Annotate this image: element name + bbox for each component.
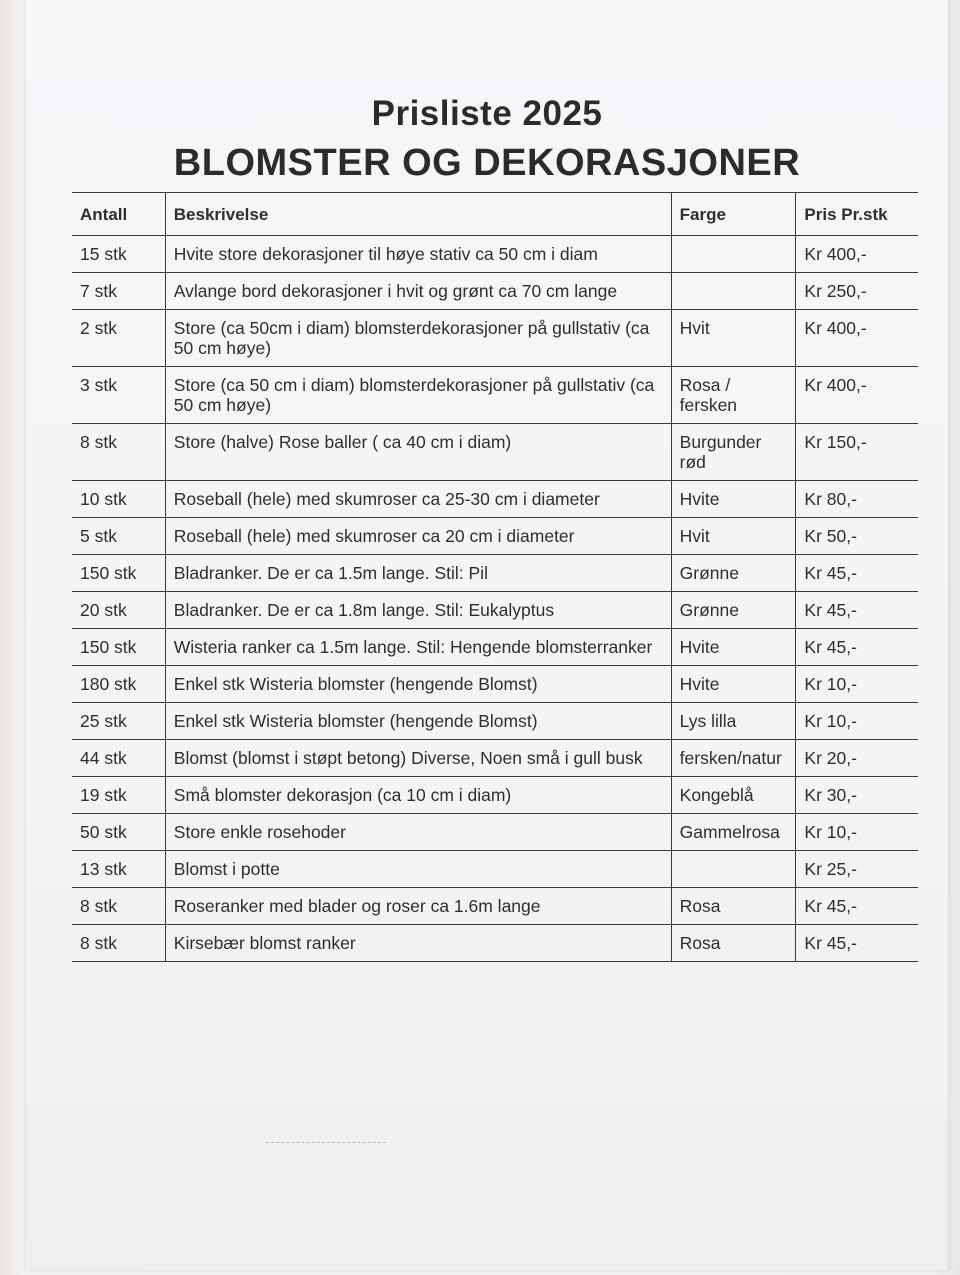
cell-farge: Hvite	[671, 629, 796, 666]
cell-beskrivelse: Bladranker. De er ca 1.8m lange. Stil: Eukalyptus	[165, 592, 671, 629]
cell-pris: Kr 50,-	[796, 518, 918, 555]
cell-farge: Hvite	[671, 666, 796, 703]
cell-beskrivelse: Store (halve) Rose baller ( ca 40 cm i diam)	[165, 424, 671, 481]
table-row	[72, 851, 918, 888]
cell-farge: Grønne	[671, 592, 796, 629]
table-row	[72, 629, 918, 666]
cell-antall: 13 stk	[72, 851, 165, 888]
cell-farge	[671, 236, 796, 273]
cell-antall: 3 stk	[72, 367, 165, 424]
column-header-farge: Farge	[671, 193, 796, 236]
cell-antall: 8 stk	[72, 888, 165, 925]
cell-beskrivelse: Roseball (hele) med skumroser ca 20 cm i diameter	[165, 518, 671, 555]
table-row	[72, 424, 918, 481]
price-list-sheet	[26, 0, 948, 1270]
cell-antall: 10 stk	[72, 481, 165, 518]
table-row	[72, 481, 918, 518]
table-row	[72, 592, 918, 629]
cell-pris: Kr 45,-	[796, 592, 918, 629]
cell-beskrivelse: Store (ca 50 cm i diam) blomsterdekorasjoner på gullstativ (ca 50 cm høye)	[165, 367, 671, 424]
cell-antall: 7 stk	[72, 273, 165, 310]
cell-pris: Kr 10,-	[796, 703, 918, 740]
table-header-row	[72, 193, 918, 236]
table-row	[72, 236, 918, 273]
cell-farge: Gammelrosa	[671, 814, 796, 851]
cell-beskrivelse: Kirsebær blomst ranker	[165, 925, 671, 962]
cell-pris: Kr 250,-	[796, 273, 918, 310]
cell-farge: Hvite	[671, 481, 796, 518]
cell-beskrivelse: Avlange bord dekorasjoner i hvit og grønt ca 70 cm lange	[165, 273, 671, 310]
cell-antall: 44 stk	[72, 740, 165, 777]
cell-beskrivelse: Roseball (hele) med skumroser ca 25-30 cm i diameter	[165, 481, 671, 518]
cell-antall: 5 stk	[72, 518, 165, 555]
table-row	[72, 310, 918, 367]
cell-beskrivelse: Blomst (blomst i støpt betong) Diverse, Noen små i gull busk	[165, 740, 671, 777]
cell-farge: fersken/natur	[671, 740, 796, 777]
cell-beskrivelse: Enkel stk Wisteria blomster (hengende Blomst)	[165, 703, 671, 740]
cell-pris: Kr 45,-	[796, 925, 918, 962]
cell-antall: 150 stk	[72, 629, 165, 666]
cell-farge: Rosa	[671, 925, 796, 962]
table-row	[72, 740, 918, 777]
cell-pris: Kr 45,-	[796, 888, 918, 925]
cell-antall: 19 stk	[72, 777, 165, 814]
cell-farge: Rosa	[671, 888, 796, 925]
cell-antall: 20 stk	[72, 592, 165, 629]
cell-farge: Lys lilla	[671, 703, 796, 740]
cell-farge: Kongeblå	[671, 777, 796, 814]
table-row	[72, 888, 918, 925]
cell-antall: 8 stk	[72, 925, 165, 962]
cell-pris: Kr 400,-	[796, 367, 918, 424]
cell-pris: Kr 80,-	[796, 481, 918, 518]
cell-pris: Kr 10,-	[796, 666, 918, 703]
cell-antall: 2 stk	[72, 310, 165, 367]
cell-farge	[671, 273, 796, 310]
cell-beskrivelse: Store enkle rosehoder	[165, 814, 671, 851]
table-row	[72, 925, 918, 962]
table-row	[72, 703, 918, 740]
price-table	[72, 192, 918, 962]
table-row	[72, 814, 918, 851]
cell-antall: 8 stk	[72, 424, 165, 481]
table-row	[72, 555, 918, 592]
cell-pris: Kr 150,-	[796, 424, 918, 481]
cell-farge: Grønne	[671, 555, 796, 592]
table-row	[72, 777, 918, 814]
table-row	[72, 273, 918, 310]
cell-antall: 50 stk	[72, 814, 165, 851]
cell-beskrivelse: Små blomster dekorasjon (ca 10 cm i diam)	[165, 777, 671, 814]
table-row	[72, 518, 918, 555]
cell-farge: Rosa / fersken	[671, 367, 796, 424]
cell-antall: 180 stk	[72, 666, 165, 703]
cell-pris: Kr 45,-	[796, 629, 918, 666]
cell-pris: Kr 45,-	[796, 555, 918, 592]
pencil-scribble	[266, 1142, 386, 1145]
table-row	[72, 367, 918, 424]
cell-farge: Hvit	[671, 518, 796, 555]
page-subtitle: BLOMSTER OG DEKORASJONER	[173, 142, 801, 184]
cell-beskrivelse: Hvite store dekorasjoner til høye stativ ca 50 cm i diam	[165, 236, 671, 273]
cell-beskrivelse: Store (ca 50cm i diam) blomsterdekorasjoner på gullstativ (ca 50 cm høye)	[165, 310, 671, 367]
cell-antall: 15 stk	[72, 236, 165, 273]
cell-beskrivelse: Roseranker med blader og roser ca 1.6m lange	[165, 888, 671, 925]
cell-beskrivelse: Blomst i potte	[165, 851, 671, 888]
cell-pris: Kr 10,-	[796, 814, 918, 851]
column-header-pris: Pris Pr.stk	[796, 193, 918, 236]
column-header-antall: Antall	[72, 193, 165, 236]
cell-farge: Hvit	[671, 310, 796, 367]
page-title: Prisliste 2025	[371, 94, 603, 133]
cell-farge: Burgunder rød	[671, 424, 796, 481]
table-row	[72, 666, 918, 703]
cell-antall: 25 stk	[72, 703, 165, 740]
cell-pris: Kr 30,-	[796, 777, 918, 814]
cell-beskrivelse: Bladranker. De er ca 1.5m lange. Stil: Pil	[165, 555, 671, 592]
cell-pris: Kr 25,-	[796, 851, 918, 888]
cell-pris: Kr 20,-	[796, 740, 918, 777]
cell-beskrivelse: Enkel stk Wisteria blomster (hengende Blomst)	[165, 666, 671, 703]
cell-antall: 150 stk	[72, 555, 165, 592]
cell-farge	[671, 851, 796, 888]
cell-pris: Kr 400,-	[796, 236, 918, 273]
cell-beskrivelse: Wisteria ranker ca 1.5m lange. Stil: Hengende blomsterranker	[165, 629, 671, 666]
cell-pris: Kr 400,-	[796, 310, 918, 367]
column-header-beskrivelse: Beskrivelse	[165, 193, 671, 236]
